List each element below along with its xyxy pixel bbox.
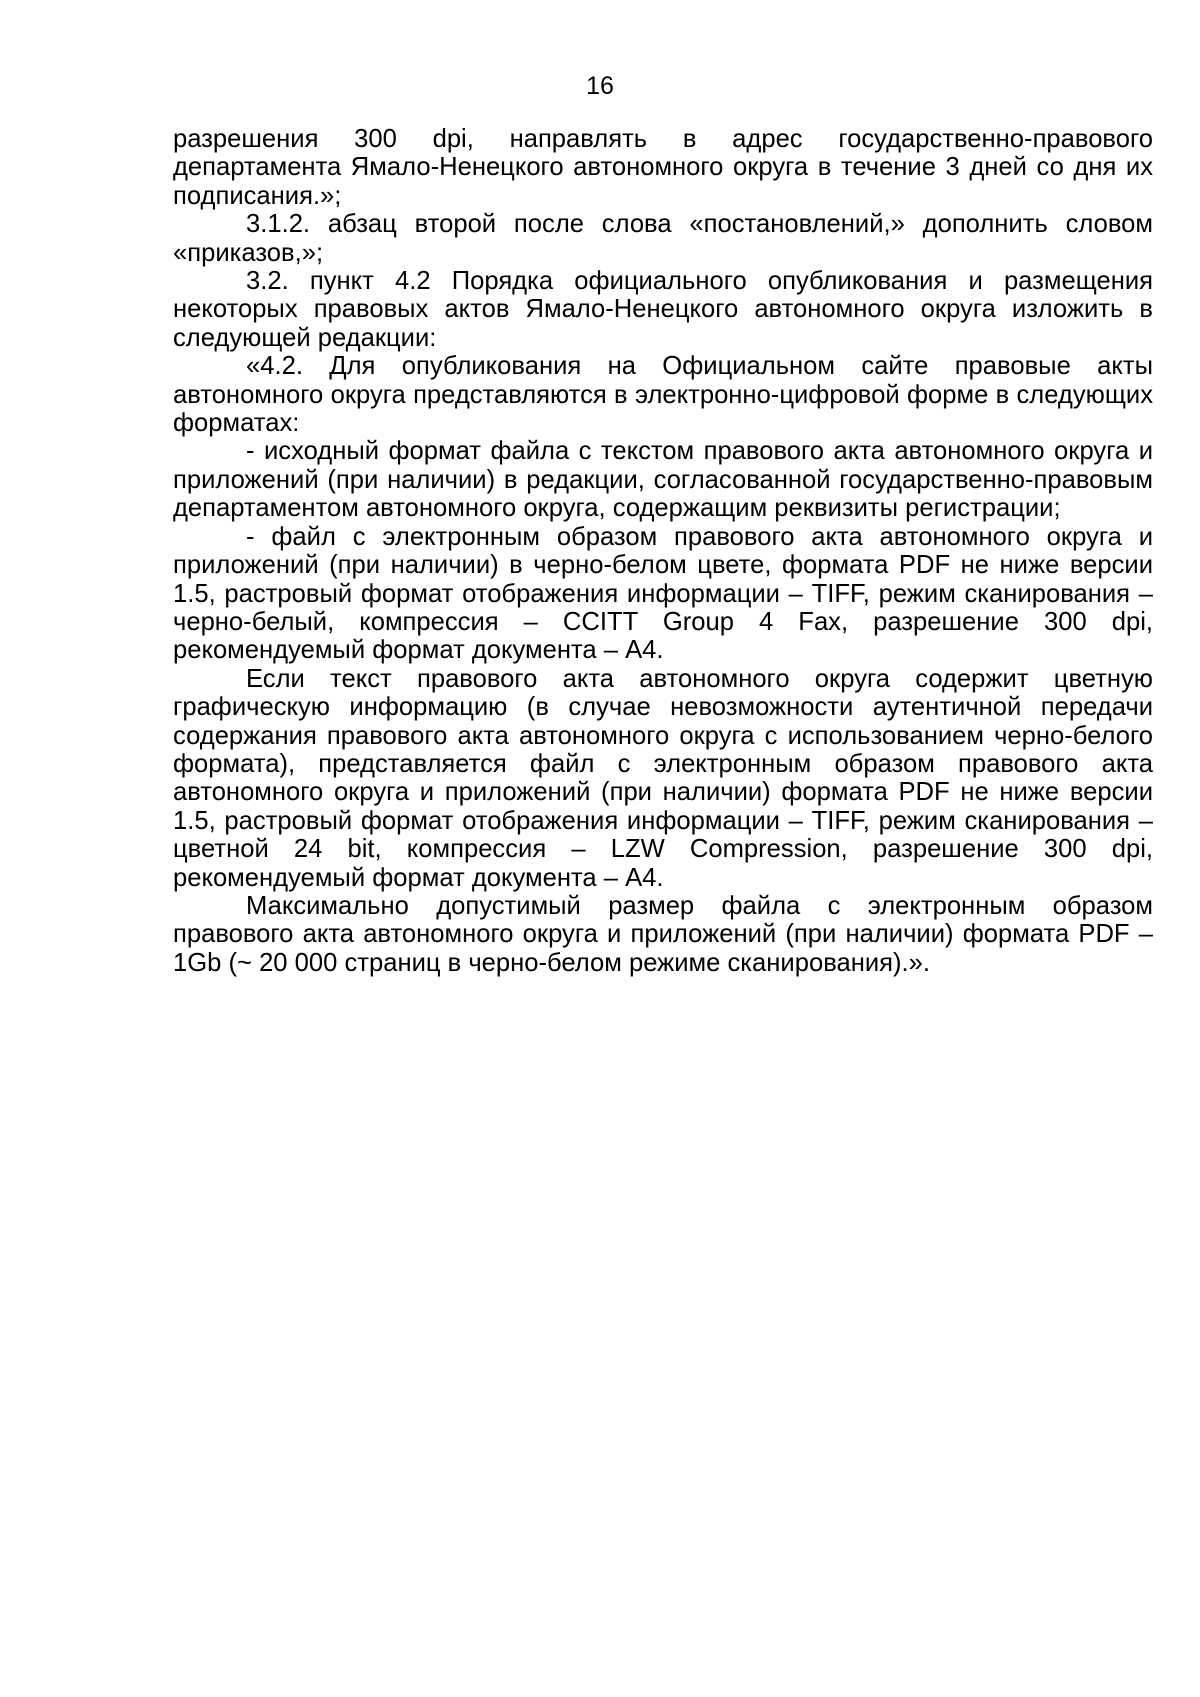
list-item-source-format: - исходный формат файла с текстом правового акта автономного округа и приложений (при наличии) в редакции, согласованной государственно-правовым департаментом автономного округа, содержащим реквизиты регистрации;	[173, 437, 1153, 523]
paragraph-color-image: Если текст правового акта автономного округа содержит цветную графическую информацию (в случае невозможности аутентичной передачи содержания правового акта автономного округа с использованием черно-белого формата), представляется файл с электронным образом правового акта автономного округа и приложений (при наличии) формата PDF не ниже версии 1.5, растровый формат отображения информации – TIFF, режим сканирования – цветной 24 bit, компрессия – LZW Compression, разрешение 300 dpi, рекомендуемый формат документа – A4.	[173, 664, 1153, 892]
paragraph-max-size: Максимально допустимый размер файла с электронным образом правового акта автономного округа и приложений (при наличии) формата PDF – 1Gb (~ 20 000 страниц в черно-белом режиме сканирования).».	[173, 891, 1153, 977]
paragraph-3-1-2: 3.1.2. абзац второй после слова «постановлений,» дополнить словом «приказов,»;	[173, 210, 1153, 267]
paragraph-4-2: «4.2. Для опубликования на Официальном сайте правовые акты автономного округа представляются в электронно-цифровой форме в следующих форматах:	[173, 352, 1153, 438]
list-item-bw-image: - файл с электронным образом правового акта автономного округа и приложений (при наличии) в черно-белом цвете, формата PDF не ниже версии 1.5, растровый формат отображения информации – TIFF, режим сканирования – черно-белый, компрессия – CCITT Group 4 Fax, разрешение 300 dpi, рекомендуемый формат документа – A4.	[173, 522, 1153, 665]
paragraph-continuation: разрешения 300 dpi, направлять в адрес государственно-правового департамента Ямало-Ненецкого автономного округа в течение 3 дней со дня их подписания.»;	[173, 125, 1153, 210]
page-number: 16	[586, 72, 614, 100]
document-body	[173, 125, 1153, 977]
paragraph-3-2: 3.2. пункт 4.2 Порядка официального опубликования и размещения некоторых правовых актов Ямало-Ненецкого автономного округа изложить в следующей редакции:	[173, 267, 1153, 352]
